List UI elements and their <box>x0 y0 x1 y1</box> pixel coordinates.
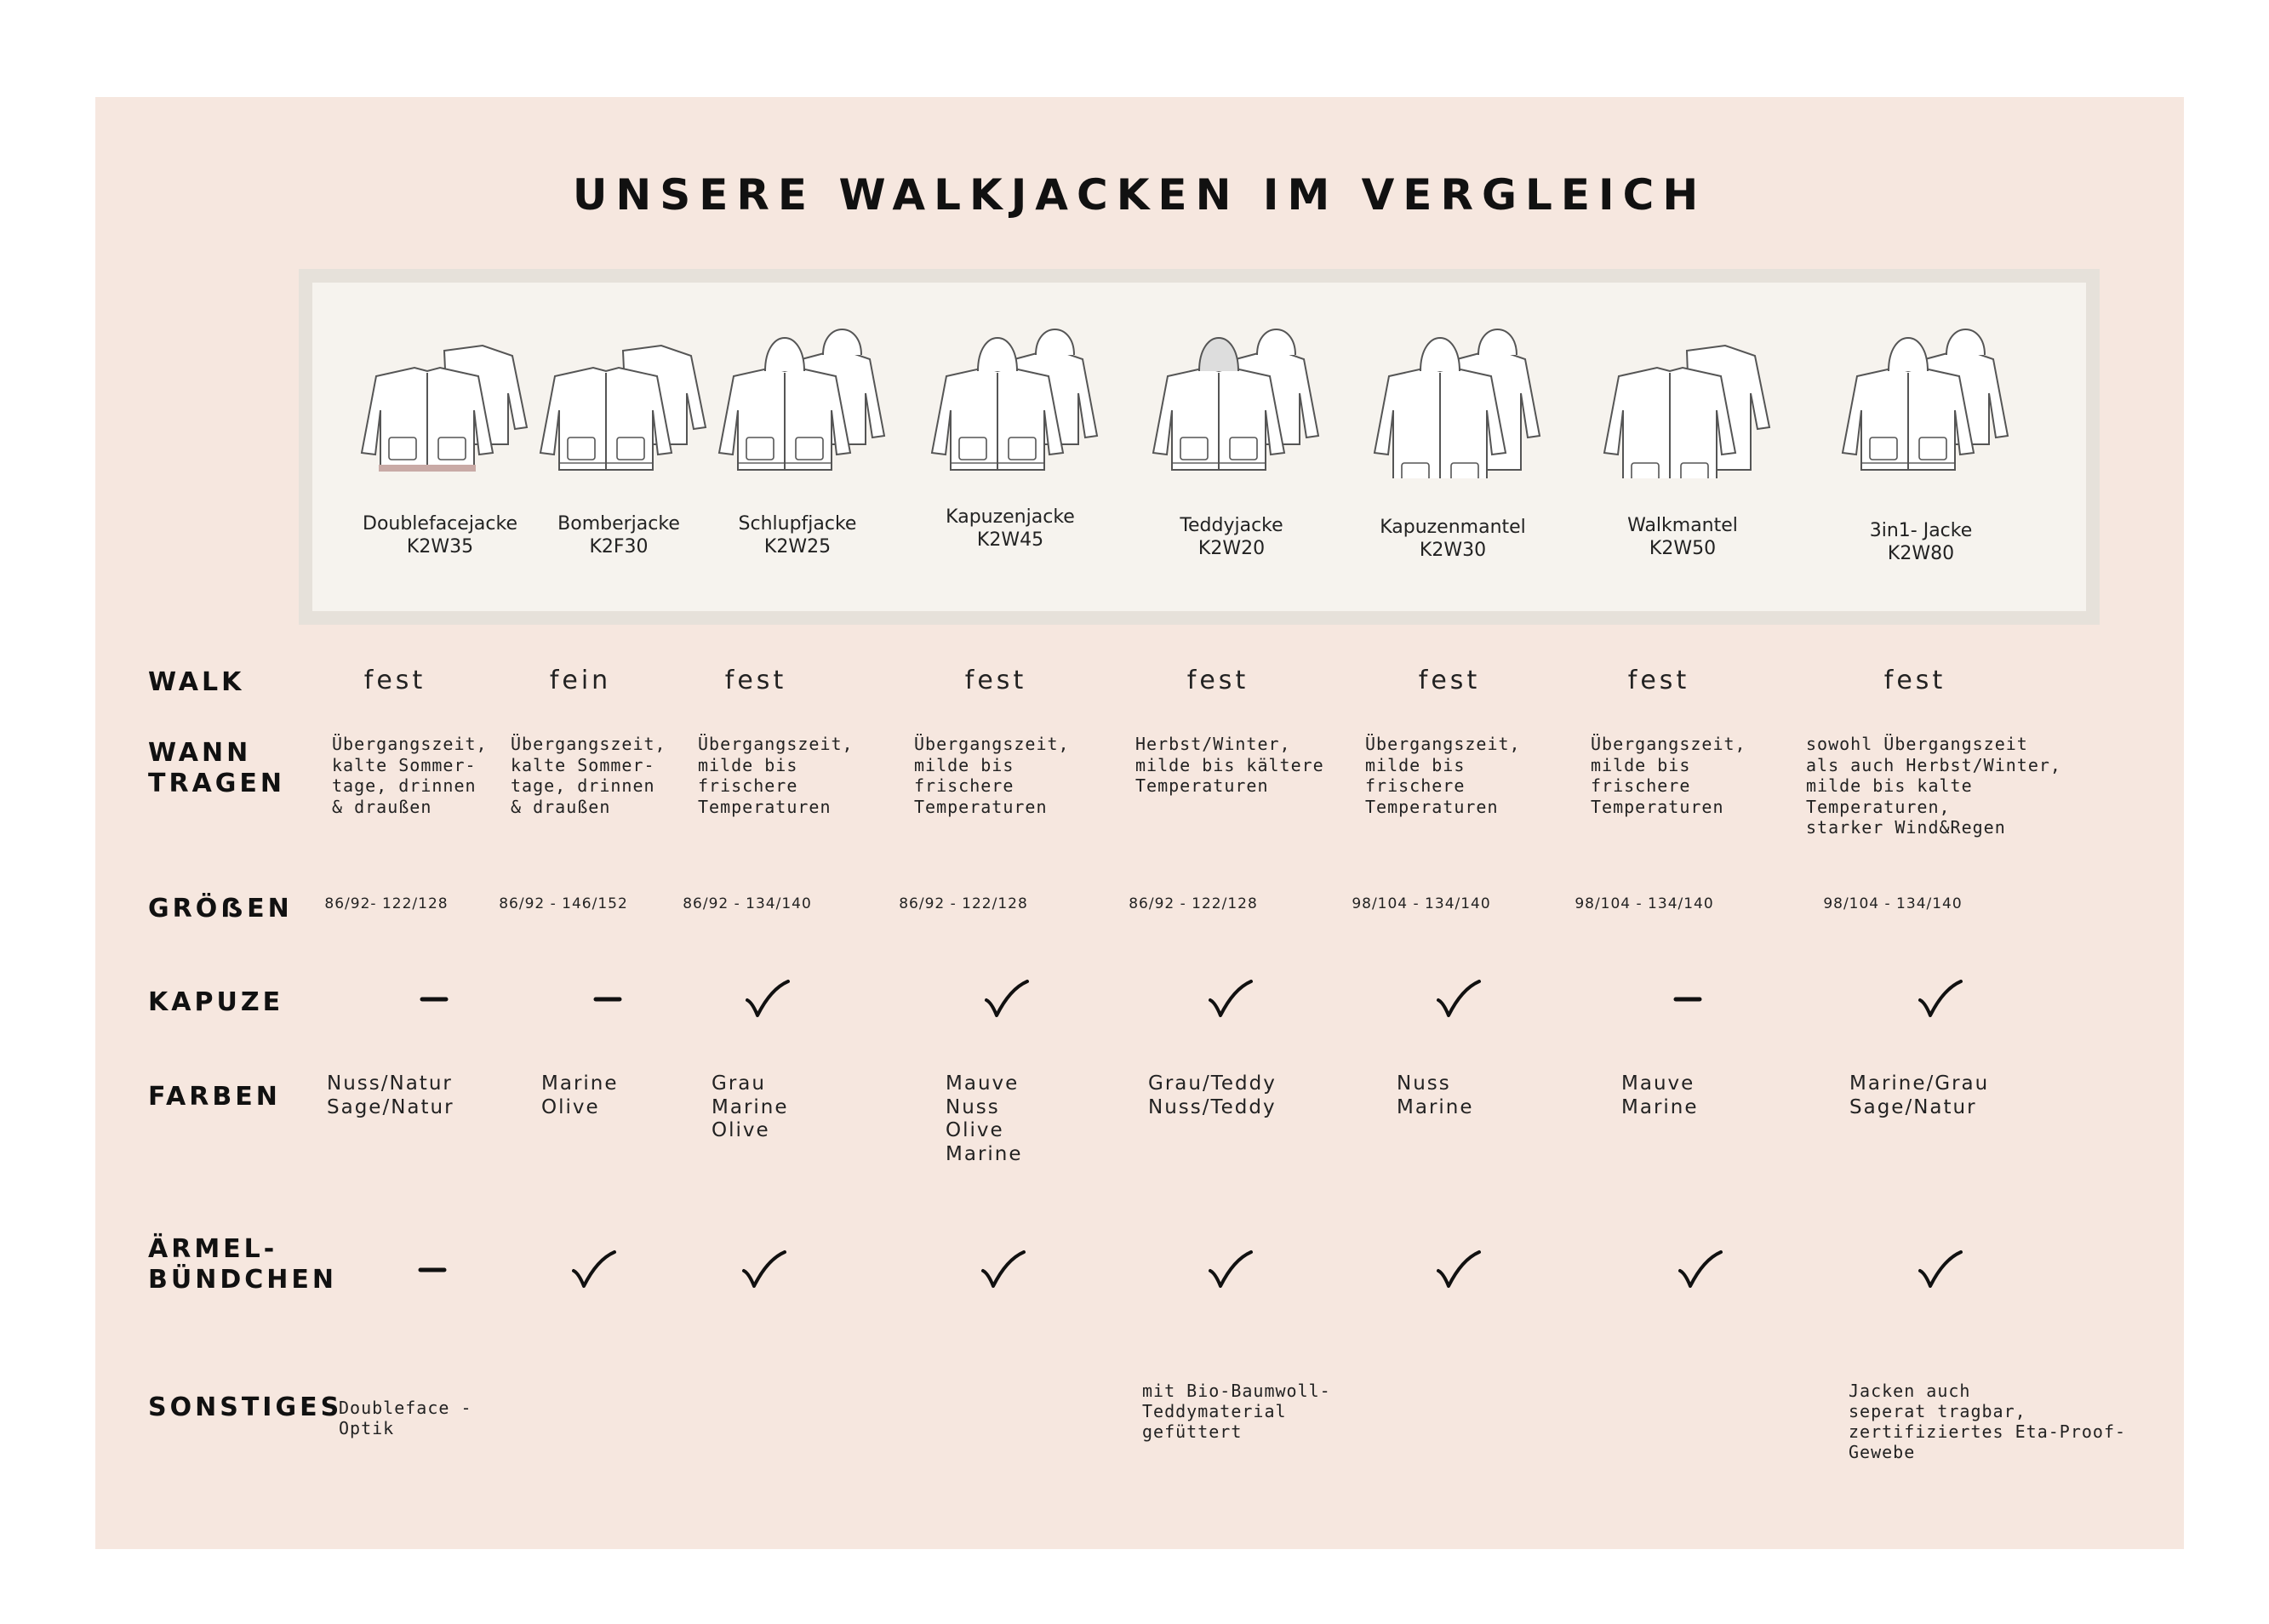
wann-tragen-value: Übergangszeit, milde bis frischere Temperaturen <box>914 734 1070 817</box>
wann-tragen-value: Übergangszeit, kalte Sommer- tage, drinnen & draußen <box>511 734 666 817</box>
row-label-wann: WANN <box>148 738 252 768</box>
jacket-column-1 <box>338 283 542 611</box>
dash-icon <box>407 1249 458 1291</box>
color-value: Nuss/Natur Sage/Natur <box>327 1072 454 1118</box>
walk-value: fest <box>964 666 1027 695</box>
checkmark-icon <box>1203 1249 1255 1291</box>
row-label-buendchen: BÜNDCHEN <box>148 1265 337 1295</box>
jacket-illustrations-area <box>312 283 2086 611</box>
checkmark-icon <box>1913 1249 1964 1291</box>
jacket-name: Bomberjacke <box>557 513 680 535</box>
checkmark-icon <box>1432 978 1483 1021</box>
color-value: Grau Marine Olive <box>712 1072 789 1141</box>
jacket-illustrations-frame <box>299 269 2100 625</box>
jacket-code: K2F30 <box>589 536 649 558</box>
checkmark-icon <box>1432 1249 1483 1291</box>
checkmark-icon <box>1673 1249 1724 1291</box>
jacket-name: Schlupfjacke <box>738 513 857 535</box>
jacket-column-4 <box>908 283 1112 611</box>
jacket-code: K2W30 <box>1419 540 1487 561</box>
comparison-panel <box>95 97 2184 1549</box>
jacket-column-6 <box>1351 283 1555 611</box>
checkmark-icon <box>976 1249 1027 1291</box>
wann-tragen-value: Übergangszeit, milde bis frischere Temperaturen <box>1591 734 1746 817</box>
size-value: 86/92 - 122/128 <box>1129 895 1258 912</box>
jacket-name: 3in1- Jacke <box>1869 520 1973 541</box>
jacket-code: K2W50 <box>1649 538 1717 559</box>
row-label-sonstiges: SONSTIGES <box>148 1392 343 1422</box>
wann-tragen-value: Herbst/Winter, milde bis kältere Temperaturen <box>1135 734 1324 796</box>
wann-tragen-value: sowohl Übergangszeit als auch Herbst/Winter, milde bis kalte Temperaturen, starker Wind&Regen <box>1806 734 2061 838</box>
size-value: 98/104 - 134/140 <box>1823 895 1963 912</box>
size-value: 86/92 - 134/140 <box>683 895 812 912</box>
walk-value: fest <box>1627 666 1690 695</box>
wann-tragen-value: Übergangszeit, kalte Sommer- tage, drinnen & draußen <box>332 734 488 817</box>
jacket-column-5 <box>1129 283 1334 611</box>
other-info: Jacken auch seperat tragbar, zertifiziertes Eta-Proof- Gewebe <box>1849 1381 2127 1462</box>
jacket-code: K2W35 <box>406 536 474 558</box>
walk-value: fest <box>1186 666 1249 695</box>
jacket-illustration <box>1580 308 1785 478</box>
dash-icon <box>582 978 633 1021</box>
walk-value: fest <box>1418 666 1481 695</box>
jacket-code: K2W25 <box>763 536 832 558</box>
checkmark-icon <box>737 1249 788 1291</box>
jacket-name: Doublefacejacke <box>363 513 517 535</box>
row-label-aermel: ÄRMEL- <box>148 1234 278 1264</box>
color-value: Marine Olive <box>541 1072 619 1118</box>
color-value: Mauve Nuss Olive Marine <box>946 1072 1023 1165</box>
jacket-column-8 <box>1819 283 2023 611</box>
walk-value: fein <box>549 666 612 695</box>
color-value: Marine/Grau Sage/Natur <box>1849 1072 1990 1118</box>
row-label-kapuze: KAPUZE <box>148 987 284 1017</box>
jacket-column-3 <box>695 283 900 611</box>
jacket-name: Kapuzenjacke <box>946 506 1075 528</box>
jacket-name: Walkmantel <box>1627 515 1738 536</box>
walk-value: fest <box>1883 666 1946 695</box>
other-info: mit Bio-Baumwoll- Teddymaterial gefüttert <box>1142 1381 1331 1442</box>
row-label-farben: FARBEN <box>148 1082 281 1112</box>
row-label-tragen: TRAGEN <box>148 769 286 798</box>
jacket-illustration <box>908 308 1112 478</box>
jacket-illustration <box>1129 308 1334 478</box>
row-label-walk: WALK <box>148 667 245 697</box>
jacket-code: K2W20 <box>1197 538 1266 559</box>
jacket-illustration <box>338 308 542 478</box>
size-value: 98/104 - 134/140 <box>1352 895 1491 912</box>
checkmark-icon <box>740 978 792 1021</box>
jacket-column-2 <box>517 283 721 611</box>
walk-value: fest <box>363 666 426 695</box>
color-value: Nuss Marine <box>1397 1072 1474 1118</box>
size-value: 86/92 - 122/128 <box>899 895 1028 912</box>
checkmark-icon <box>980 978 1031 1021</box>
color-value: Mauve Marine <box>1621 1072 1699 1118</box>
page-title: UNSERE WALKJACKEN IM VERGLEICH <box>572 170 1707 220</box>
color-value: Grau/Teddy Nuss/Teddy <box>1148 1072 1277 1118</box>
wann-tragen-value: Übergangszeit, milde bis frischere Temperaturen <box>1365 734 1521 817</box>
jacket-name: Teddyjacke <box>1180 515 1283 536</box>
jacket-illustration <box>517 308 721 478</box>
row-label-groessen: GRÖẞEN <box>148 894 293 924</box>
jacket-column-7 <box>1580 283 1785 611</box>
checkmark-icon <box>1913 978 1964 1021</box>
jacket-code: K2W45 <box>976 529 1044 551</box>
wann-tragen-value: Übergangszeit, milde bis frischere Temperaturen <box>698 734 854 817</box>
checkmark-icon <box>1203 978 1255 1021</box>
size-value: 86/92 - 146/152 <box>499 895 628 912</box>
walk-value: fest <box>724 666 787 695</box>
dash-icon <box>409 978 460 1021</box>
size-value: 86/92- 122/128 <box>324 895 449 912</box>
dash-icon <box>1662 978 1713 1021</box>
size-value: 98/104 - 134/140 <box>1575 895 1714 912</box>
checkmark-icon <box>567 1249 618 1291</box>
jacket-name: Kapuzenmantel <box>1380 517 1526 538</box>
jacket-illustration <box>1819 308 2023 478</box>
jacket-code: K2W80 <box>1887 543 1955 564</box>
other-info: Doubleface - Optik <box>339 1398 472 1438</box>
jacket-illustration <box>1351 308 1555 478</box>
jacket-illustration <box>695 308 900 478</box>
